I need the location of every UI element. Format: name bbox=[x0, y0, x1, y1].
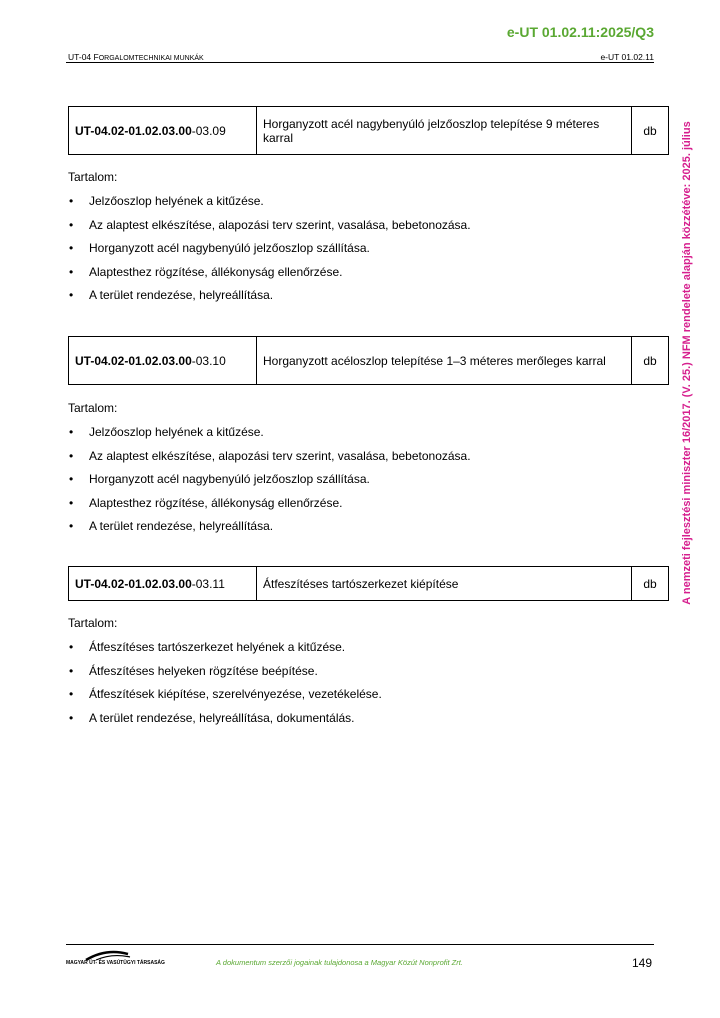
list-item: • Átfeszítések kiépítése, szerelvényezése, vezetékelése. bbox=[68, 687, 382, 711]
list-item: • Átfeszítéses tartószerkezet helyének a kitűzése. bbox=[68, 640, 382, 664]
list-item: • Horganyzott acél nagybenyúló jelzőoszlop szállítása. bbox=[68, 472, 471, 496]
item-code-bold: UT-04.02-01.02.03.00 bbox=[75, 353, 192, 368]
header-left-smallcaps: ORGALOMTECHNIKAI MUNKÁK bbox=[98, 55, 204, 62]
content-label: Tartalom: bbox=[68, 170, 118, 184]
item-title: Horganyzott acéloszlop telepítése 1–3 méteres merőleges karral bbox=[257, 337, 632, 385]
item-unit: db bbox=[632, 567, 669, 601]
sidebar-publication-note bbox=[677, 98, 697, 628]
content-list bbox=[68, 425, 471, 543]
list-item: • A terület rendezése, helyreállítása. bbox=[68, 519, 471, 543]
item-table-03-11 bbox=[68, 566, 669, 601]
content-list bbox=[68, 194, 471, 312]
running-header-right: e-UT 01.02.11 bbox=[600, 52, 654, 62]
running-header-left bbox=[68, 52, 204, 62]
list-item: • Horganyzott acél nagybenyúló jelzőoszlop szállítása. bbox=[68, 241, 471, 265]
list-item: • Jelzőoszlop helyének a kitűzése. bbox=[68, 194, 471, 218]
header-left-prefix: UT-04 F bbox=[68, 52, 99, 62]
header-rule bbox=[66, 62, 654, 63]
item-table-03-09 bbox=[68, 106, 669, 155]
item-unit: db bbox=[632, 337, 669, 385]
list-item: • Átfeszítéses helyeken rögzítése beépítése. bbox=[68, 664, 382, 688]
item-code-suffix: -03.10 bbox=[191, 353, 226, 368]
list-item: • Alaptesthez rögzítése, állékonyság ellenőrzése. bbox=[68, 265, 471, 289]
list-item: • Jelzőoszlop helyének a kitűzése. bbox=[68, 425, 471, 449]
copyright-note: A dokumentum szerzői jogainak tulajdonosa a Magyar Közút Nonprofit Zrt. bbox=[216, 958, 463, 967]
item-code-bold: UT-04.02-01.02.03.00 bbox=[75, 576, 192, 591]
content-list bbox=[68, 640, 382, 734]
item-code-suffix: -03.11 bbox=[191, 576, 225, 591]
society-logo bbox=[66, 948, 166, 970]
item-table-03-10 bbox=[68, 336, 669, 385]
item-code bbox=[69, 337, 257, 385]
footer-rule bbox=[66, 944, 654, 945]
content-label: Tartalom: bbox=[68, 401, 118, 415]
item-title: Átfeszítéses tartószerkezet kiépítése bbox=[257, 567, 632, 601]
content-label: Tartalom: bbox=[68, 616, 118, 630]
doc-code: e-UT 01.02.11:2025/Q3 bbox=[506, 24, 654, 40]
item-code bbox=[69, 567, 257, 601]
sidebar-note-text: A nemzeti fejlesztési miniszter 16/2017. (V. 25.) NFM rendelete alapján közzétéve: 2025. július bbox=[681, 121, 693, 605]
item-code-suffix: -03.09 bbox=[191, 123, 226, 138]
list-item: • A terület rendezése, helyreállítása, dokumentálás. bbox=[68, 711, 382, 735]
list-item: • Alaptesthez rögzítése, állékonyság ellenőrzése. bbox=[68, 496, 471, 520]
item-code bbox=[69, 107, 257, 155]
logo-text: MAGYAR ÚT- ÉS VASÚTÜGYI TÁRSASÁG bbox=[66, 960, 165, 966]
page-number: 149 bbox=[631, 956, 652, 970]
list-item: • Az alaptest elkészítése, alapozási terv szerint, vasalása, bebetonozása. bbox=[68, 218, 471, 242]
item-unit: db bbox=[632, 107, 669, 155]
item-title: Horganyzott acél nagybenyúló jelzőoszlop telepítése 9 méteres karral bbox=[257, 107, 632, 155]
list-item: • Az alaptest elkészítése, alapozási terv szerint, vasalása, bebetonozása. bbox=[68, 449, 471, 473]
item-code-bold: UT-04.02-01.02.03.00 bbox=[75, 123, 192, 138]
list-item: • A terület rendezése, helyreállítása. bbox=[68, 288, 471, 312]
